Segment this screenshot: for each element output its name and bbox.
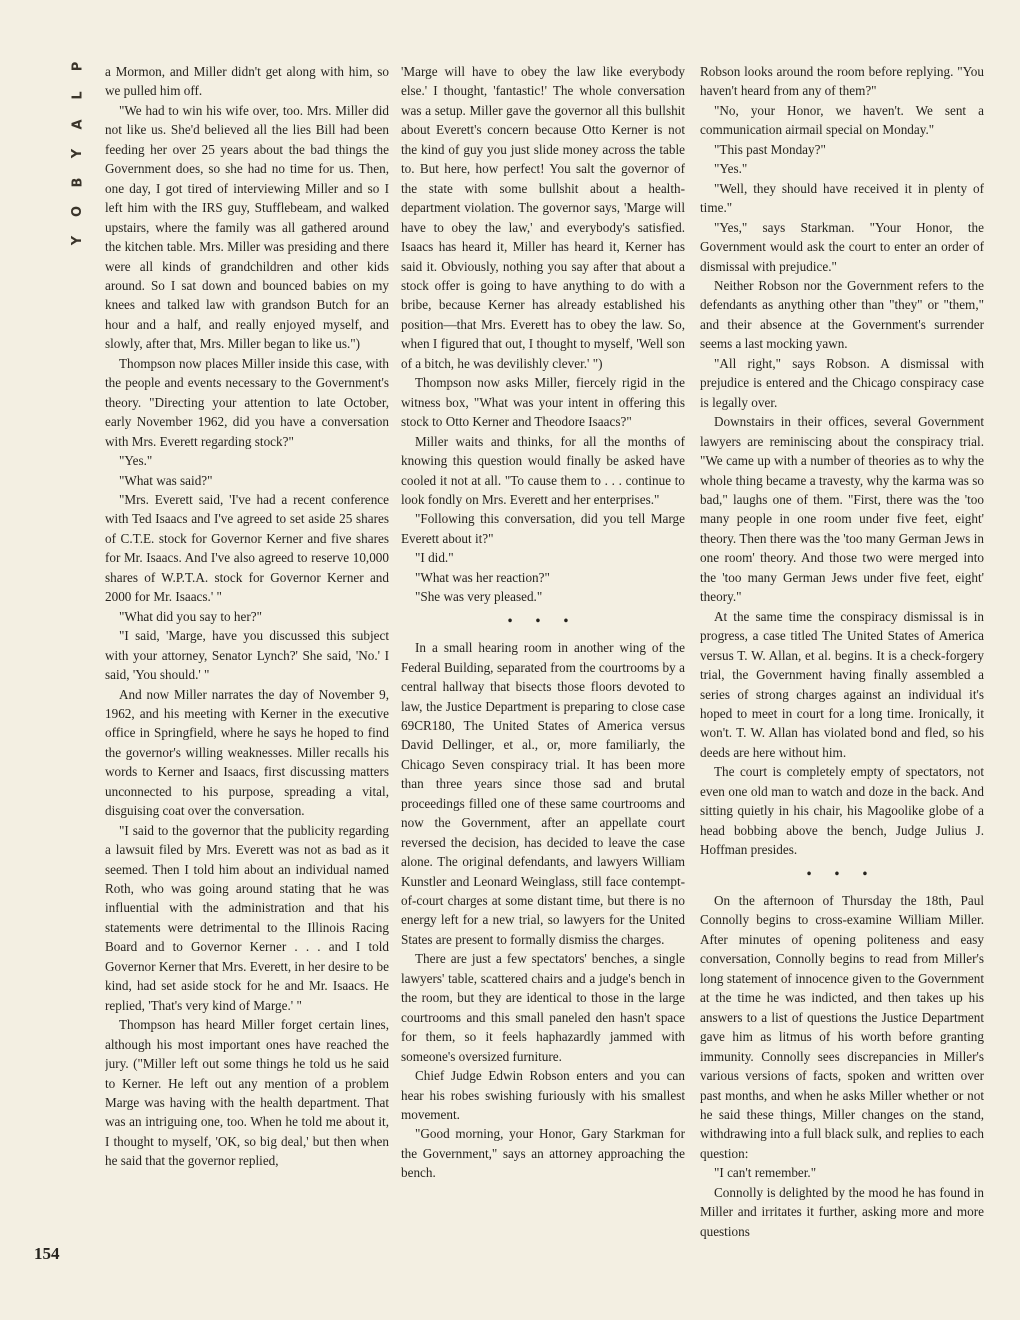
magazine-masthead: [56, 52, 100, 255]
paragraph: "Yes.": [714, 161, 748, 177]
paragraph: Thompson now asks Miller, fiercely rigid in the witness box, "What was your intent in offering this stock to Otto Kerner and Theodore Isaacs?": [401, 375, 685, 430]
masthead-letter: Y: [70, 235, 86, 246]
section-break: • • •: [507, 612, 579, 628]
paragraph: Thompson now places Miller inside this case, with the people and events necessary to the Government's theory. "Directing your attention to late October, early November 1962, did you have a conversation with Mrs. Everett regarding stock?": [105, 355, 389, 449]
paragraph: Thompson has heard Miller forget certain lines, although his most important ones have reached the jury. ("Miller left out some things he told us he said to Kerner. He left out any mention of a problem Marge was having with the health department. That was an intriguing one, too. When he told me about it, I thought to myself, 'OK, so big deal,' but then when he said that the governor replied,: [105, 1017, 389, 1169]
paragraph: "I said, 'Marge, have you discussed this subject with your attorney, Senator Lynch?' She said, 'No.' I said, 'You should.' ": [105, 628, 389, 683]
masthead-letter: L: [70, 91, 86, 100]
paragraph: In a small hearing room in another wing of the Federal Building, separated from the courtrooms by a central hallway that bisects those floors devoted to law, the Justice Department is preparing to close case 69CR180, The United States of America versus David Dellinger, et al., or, more familiarly, the Chicago Seven conspiracy trial. It has been more than three years since those sad and brutal proceedings filled one of these same courtrooms and now the Government, after an appellate court reversed the decision, has decided to leave the case alone. The original defendants, and lawyers William Kunstler and Leonard Weinglass, still face contempt-of-court charges at some distant time, but there is no energy left for a new trial, so lawyers for the United States are present to formally dismiss the charges.: [401, 640, 685, 947]
paragraph: "What was her reaction?": [415, 569, 550, 585]
paragraph: "Yes.": [119, 453, 153, 469]
masthead-letter: A: [70, 119, 86, 130]
paragraph: Connolly is delighted by the mood he has found in Miller and irritates it further, asking more and more questions: [700, 1184, 984, 1239]
page-number: 154: [34, 1244, 60, 1263]
paragraph: "I can't remember.": [714, 1165, 817, 1181]
paragraph: At the same time the conspiracy dismissal is in progress, a case titled The United States of America versus T. W. Allan, et al. begins. It is a check-forgery trial, the Government having finally assembled a series of strong charges against an individual it's hoped to meet in court for a long time. Ironically, it won't. T. W. Allan has violated bond and fled, so his deeds are here without him.: [700, 608, 984, 760]
paragraph: Chief Judge Edwin Robson enters and you can hear his robes swishing furiously with his smallest movement.: [401, 1068, 685, 1123]
paragraph: The court is completely empty of spectators, not even one old man to watch and doze in the back. And sitting quietly in his chair, his Magoolike globe of a head bobbing above the bench, Judge Julius J. Hoffman presides.: [700, 764, 984, 858]
paragraph: "Mrs. Everett said, 'I've had a recent conference with Ted Isaacs and I've agreed to set aside 25 shares of C.T.E. stock for Governor Kerner and five shares for Mr. Isaacs. And I've also agreed to reserve 10,000 shares of W.P.T.A. stock for Governor Kerner and 2000 for Mr. Isaacs.' ": [105, 491, 389, 605]
paragraph: a Mormon, and Miller didn't get along with him, so we pulled him off.: [105, 64, 389, 99]
paragraph: "I did.": [415, 550, 454, 566]
paragraph: 'Marge will have to obey the law like everybody else.' I thought, 'fantastic!' The whole conversation was a setup. Miller gave the governor all this bullshit about Everett's concern because Otto Kerner is not the kind of guy you just slide money across the table to. But here, how perfect! You salt the governor of the state with some bullshit about a health-department violation. The governor says, 'Marge will have to obey the law,' and everybody's satisfied. Isaacs has heard it, Miller has heard it, Kerner has said it. Obviously, nothing you say after that about a stock offer is going to have anything to do with a bribe, because Kerner has already established his position—that Mrs. Everett has to obey the law. So, when I figured that out, I thought to myself, 'Well son of a bitch, he was devilishly clever.' "): [401, 64, 685, 371]
masthead-letter: Y: [70, 148, 86, 159]
paragraph: Robson looks around the room before replying. "You haven't heard from any of them?": [700, 64, 984, 99]
masthead-letter: P: [70, 61, 86, 72]
paragraph: "All right," says Robson. A dismissal with prejudice is entered and the Chicago conspiracy case is legally over.: [700, 355, 984, 410]
paragraph: And now Miller narrates the day of November 9, 1962, and his meeting with Kerner in the executive office in Springfield, where he says he hoped to find the governor's willing weaknesses. Miller recalls his words to Kerner and Isaacs, first discussing matters unconnected to his purpose, spreading a vital, disguising coat over the conversation.: [105, 686, 389, 819]
paragraph: "What was said?": [119, 472, 213, 488]
paragraph: Neither Robson nor the Government refers to the defendants as anything other than "they" or "them," and their absence at the Government's surrender seems a last mocking yawn.: [700, 277, 984, 352]
paragraph: "Yes," says Starkman. "Your Honor, the Government would ask the court to enter an order of dismissal with prejudice.": [700, 219, 984, 274]
paragraph: Downstairs in their offices, several Government lawyers are reminiscing about the conspiracy trial. "We came up with a number of theories as to why the whole thing became a travesty, why the karma was so bad," laughs one of them. "First, there was the 'too many people in one room under five feet, eight' theory. Then there was the 'too many German Jews in one room' theory. And those two were merged into the 'too many German Jews under five feet, eight' theory.": [700, 414, 984, 605]
text-column-1: [105, 62, 389, 1282]
paragraph: "Good morning, your Honor, Gary Starkman for the Government," says an attorney approaching the bench.: [401, 1126, 685, 1181]
text-column-2: [401, 62, 685, 1282]
section-break: • • •: [806, 865, 878, 881]
paragraph: "Following this conversation, did you tell Marge Everett about it?": [401, 511, 685, 546]
paragraph: "This past Monday?": [714, 141, 826, 157]
masthead-letter: O: [70, 205, 86, 218]
paragraph: "Well, they should have received it in plenty of time.": [700, 180, 984, 216]
paragraph: There are just a few spectators' benches, a single lawyers' table, scattered chairs and a judge's bench in the room, but they are identical to those in the large courtrooms and this small paneled den hasn't space for them, so it feels haphazardly jammed with someone's oversized furniture.: [401, 951, 685, 1064]
text-column-3: [700, 62, 984, 1282]
paragraph: "What did you say to her?": [119, 608, 262, 624]
paragraph: "No, your Honor, we haven't. We sent a communication airmail special on Monday.": [700, 102, 984, 138]
paragraph: Miller waits and thinks, for all the months of knowing this question would finally be asked have cooled it not at all. "To cause them to . . . continue to look fondly on Mrs. Everett and her enterprises.": [401, 433, 685, 507]
paragraph: "I said to the governor that the publicity regarding a lawsuit filed by Mrs. Everett was not as bad as it seemed. Then I told him about an individual named Roth, who was going around stating that he was influential with the administration and that his statements were detrimental to the Illinois Racing Board and to Governor Kerner . . . and I told Governor Kerner that Mrs. Everett, in her desire to be kind, had set aside stock for he and Mr. Isaacs. He replied, 'That's very kind of Marge.' ": [105, 822, 389, 1013]
masthead-letter: B: [70, 177, 86, 188]
paragraph: On the afternoon of Thursday the 18th, Paul Connolly begins to cross-examine William Miller. After minutes of opening politeness and easy conversation, Connolly begins to read from Miller's long statement of innocence given to the Government at the time he was indicted, and then takes up his answers to a list of questions the Justice Department gave him as litmus of his worth before granting immunity. Connolly sees discrepancies in Miller's various versions of facts, spoken and written over past months, and when he asks Miller whether or not he said these things, Miller changes on the stand, withdrawing into a full black sulk, and replies to each question:: [700, 893, 984, 1161]
paragraph: "We had to win his wife over, too. Mrs. Miller did not like us. She'd believed all the lies Bill had been feeding her over 25 years about the bad things the Government does, so she had no time for us. Then, one day, I got tired of interviewing Miller and so I left him with the IRS guy, Stufflebeam, and walked upstairs, where the family was all gathered around the kitchen table. Mrs. Miller was presiding and there were all kinds of grandchildren and other kids around. So I sat down and bounced babies on my knees and talked law with grandson Butch for an hour and a half, and really enjoyed myself, and slowly, after that, Mrs. Miller began to like us."): [105, 102, 389, 352]
paragraph: "She was very pleased.": [415, 589, 543, 605]
